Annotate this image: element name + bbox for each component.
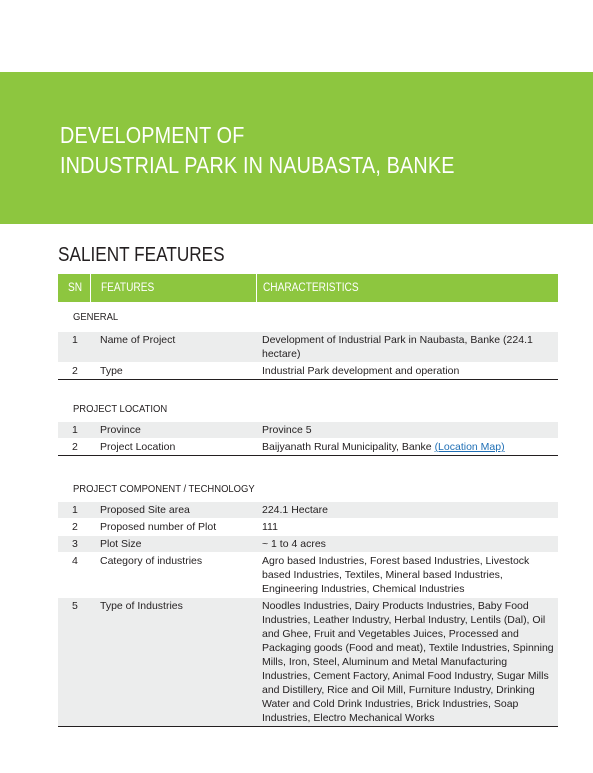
row-characteristics: Province 5 [262, 424, 312, 436]
table-header [58, 274, 558, 302]
row-characteristics: Noodles Industries, Dairy Products Industries, Baby Food Industries, Leather Industry, Herbal Industry, Lentils (Dal), Oil and Ghee, Fruit and Vegetables Juices, Processed and Packaging goods (Food and meat), Textile Industries, Spinning Mills, Iron, Steel, Aluminum and Metal Manufacturing Industries, Cement Factory, Animal Food Industry, Sugar Mills and Distillery, Rice and Oil Mill, Furniture Industry, Drinking Water and Cold Drink Industries, Brick Industries, Soap Industries, Electro Mechanical Works [262, 600, 554, 724]
table-row [58, 597, 558, 727]
row-feature: Province [100, 424, 141, 436]
row-characteristics: 224.1 Hectare [262, 504, 328, 516]
header-features: FEATURES [101, 282, 155, 294]
row-feature: Proposed number of Plot [100, 521, 217, 533]
row-feature: Proposed Site area [100, 504, 190, 516]
group-label-general: GENERAL [73, 311, 119, 323]
row-feature: Project Location [100, 441, 176, 453]
header-characteristics: CHARACTERISTICS [263, 282, 359, 294]
row-sn: 1 [72, 424, 78, 436]
row-sn: 2 [72, 365, 78, 377]
table-row [58, 502, 558, 518]
location-text: Baijyanath Rural Municipality, Banke [262, 441, 432, 453]
row-feature: Category of industries [100, 555, 203, 567]
row-characteristics: 111 [262, 521, 278, 533]
group-label-project-component: PROJECT COMPONENT / TECHNOLOGY [73, 483, 255, 495]
row-characteristics: Agro based Industries, Forest based Industries, Livestock based Industries, Textiles, Mineral based Industries, Engineering Industries, Chemical Industries [262, 555, 530, 595]
location-map-link[interactable]: (Location Map) [434, 441, 505, 453]
row-sn: 3 [72, 538, 78, 550]
row-characteristics [256, 439, 558, 455]
row-feature: Type [100, 365, 123, 377]
page-title-line-2: INDUSTRIAL PARK IN NAUBASTA, BANKE [60, 152, 455, 178]
page-title [60, 120, 455, 180]
group-label-project-location: PROJECT LOCATION [73, 403, 168, 415]
page-title-line-1: DEVELOPMENT OF [60, 122, 245, 148]
header-sn: SN [68, 282, 83, 294]
row-characteristics: Development of Industrial Park in Naubasta, Banke (224.1 hectare) [262, 334, 533, 360]
section-title: SALIENT FEATURES [58, 244, 225, 266]
salient-features-table [58, 274, 558, 727]
row-characteristics: Industrial Park development and operation [262, 365, 460, 377]
table-row [58, 422, 558, 438]
row-sn: 5 [72, 600, 78, 612]
table-row [58, 332, 558, 362]
row-sn: 4 [72, 555, 78, 567]
table-row [58, 438, 558, 456]
row-feature: Plot Size [100, 538, 142, 550]
row-characteristics: ~ 1 to 4 acres [262, 538, 326, 550]
row-feature: Name of Project [100, 334, 176, 346]
table-row [58, 535, 558, 552]
table-row [58, 552, 558, 597]
row-feature: Type of Industries [100, 600, 183, 612]
row-sn: 1 [72, 504, 78, 516]
table-row [58, 518, 558, 535]
row-sn: 2 [72, 521, 78, 533]
table-row [58, 362, 558, 380]
row-sn: 1 [72, 334, 78, 346]
row-sn: 2 [72, 441, 78, 453]
